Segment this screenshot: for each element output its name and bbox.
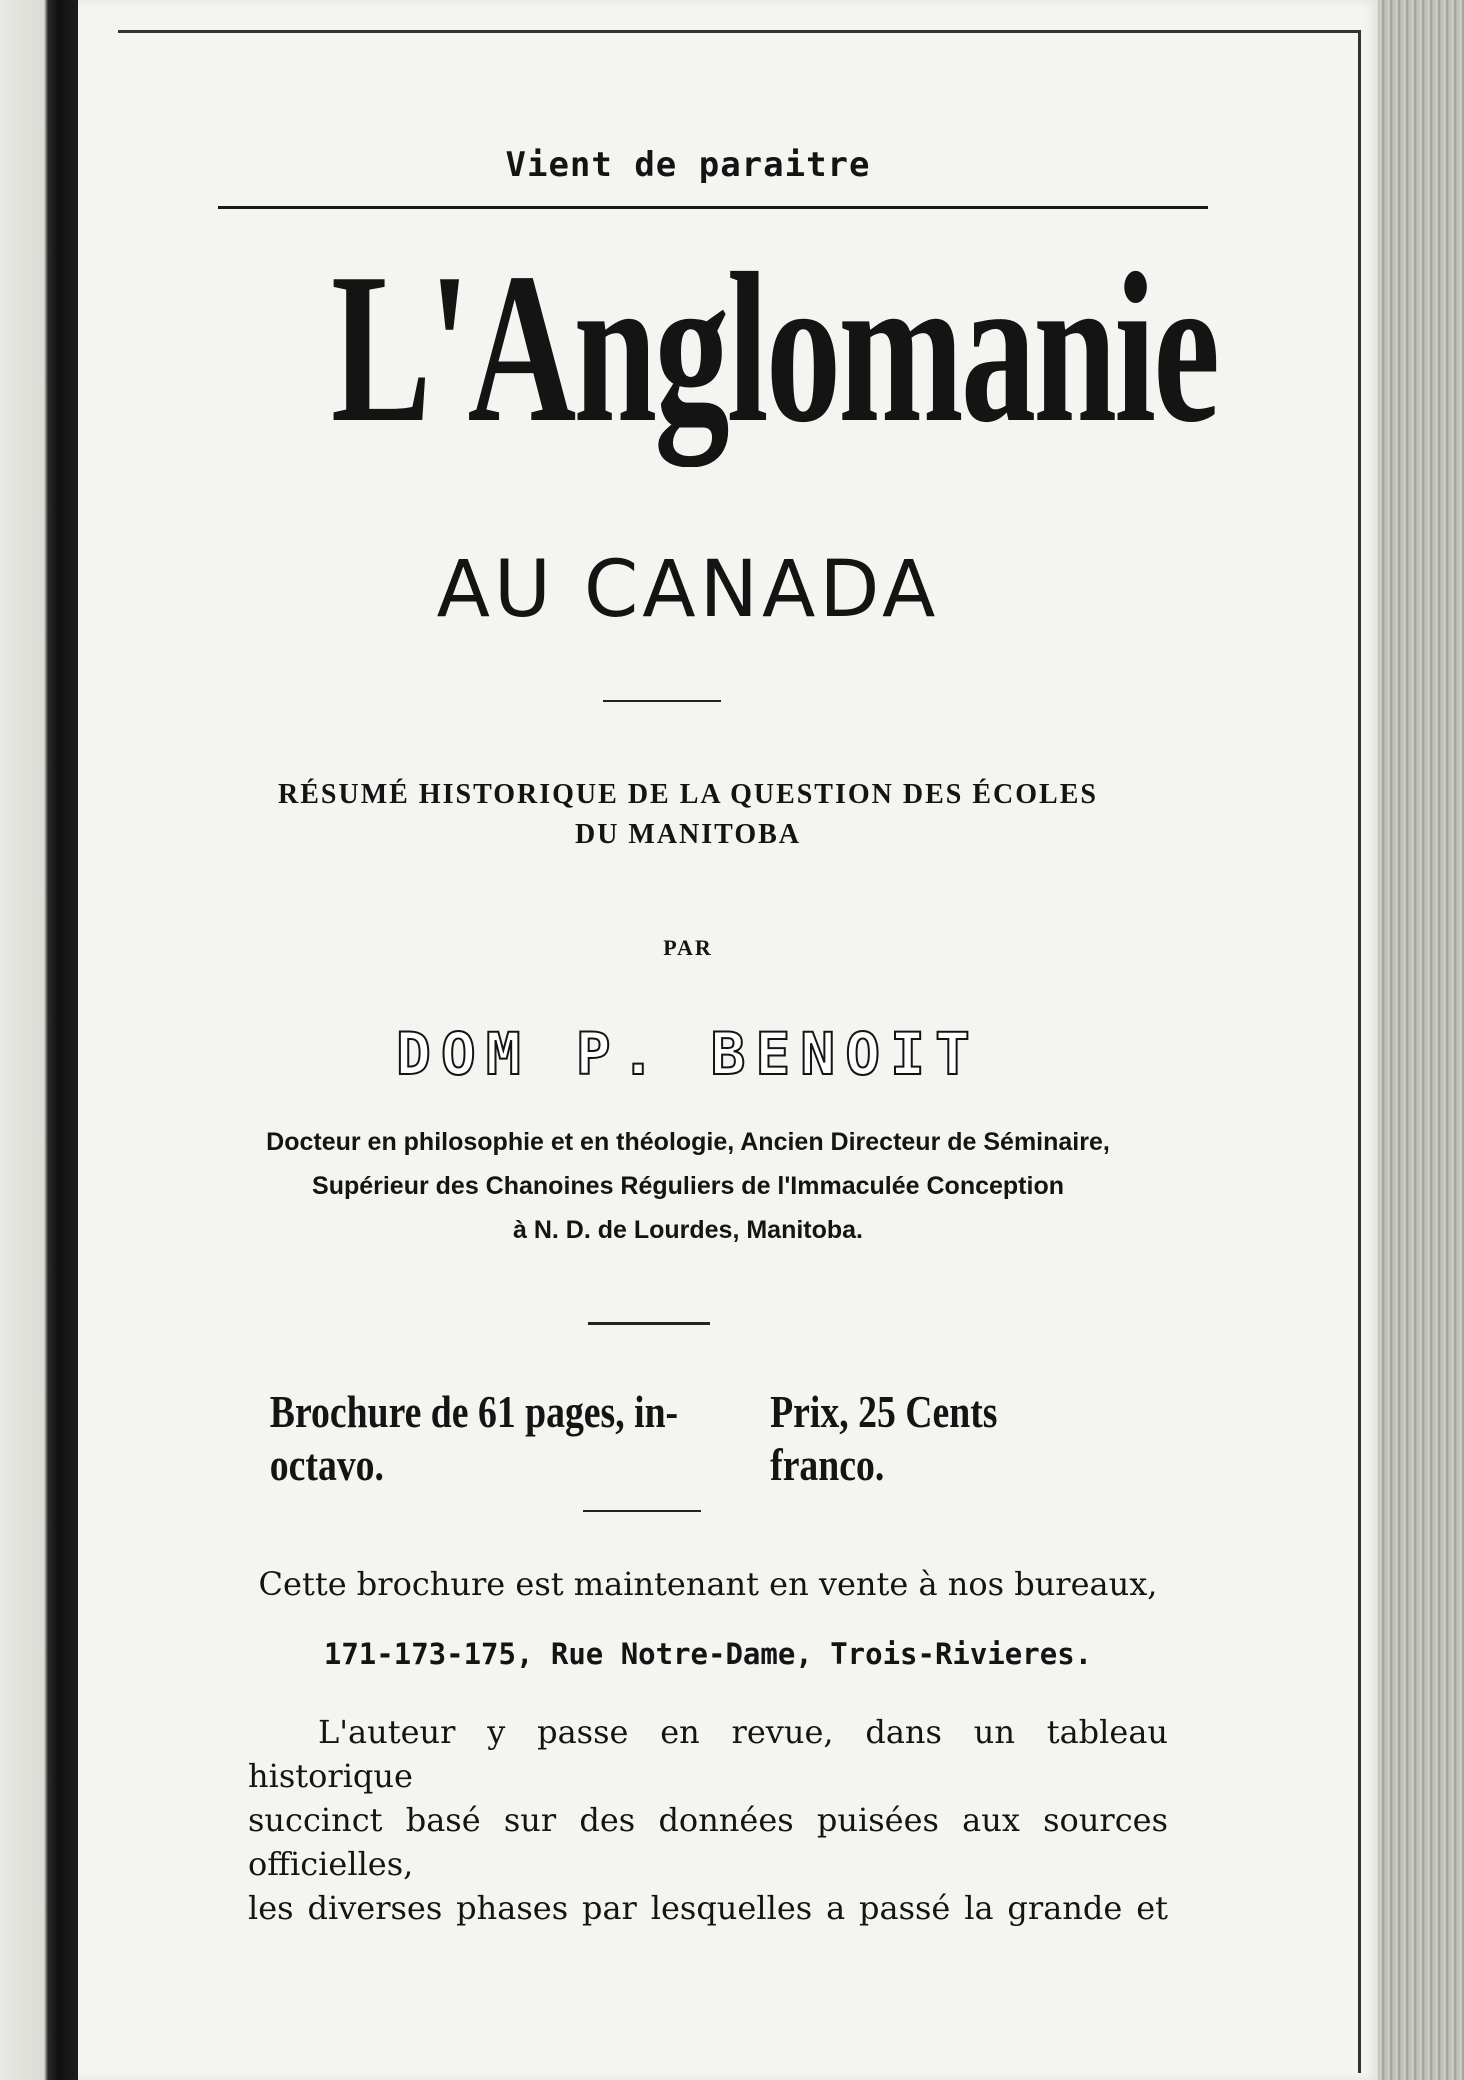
- by-label: PAR: [663, 935, 713, 960]
- header-rule: [218, 206, 1208, 209]
- author-name: DOM P. BENOIT: [396, 1020, 980, 1088]
- brochure-price: Prix, 25 Cents franco.: [770, 1386, 998, 1490]
- credential-line-2: Supérieur des Chanoines Réguliers de l'Immaculée Conception: [312, 1172, 1064, 1200]
- divider-rule-2: [588, 1322, 710, 1325]
- credential-line-3: à N. D. de Lourdes, Manitoba.: [512, 1216, 864, 1244]
- announcement-kicker: Vient de paraitre: [505, 145, 871, 185]
- description-line-1: RÉSUMÉ HISTORIQUE DE LA QUESTION DES ÉCOLES: [278, 779, 1098, 810]
- office-address: 171-173-175, Rue Notre-Dame, Trois-Rivieres.: [323, 1637, 1093, 1671]
- description-line-2: DU MANITOBA: [574, 819, 802, 850]
- divider-rule-3: [583, 1510, 701, 1512]
- book-page-edges: [1378, 0, 1464, 2080]
- sale-notice: Cette brochure est maintenant en vente à nos bureaux,: [258, 1565, 1158, 1603]
- divider-rule-1: [603, 700, 721, 702]
- pricing-row: [270, 1385, 1106, 1491]
- description-paragraph: [248, 1710, 1168, 1930]
- paragraph-line-3: les diverses phases par lesquelles a passé la grande et: [248, 1889, 1168, 1927]
- left-page-binding: [0, 0, 78, 2080]
- book-subtitle: AU CANADA: [436, 545, 940, 635]
- author-credentials: [178, 1120, 1198, 1252]
- book-description: [178, 775, 1198, 855]
- credential-line-1: Docteur en philosophie et en théologie, Ancien Directeur de Séminaire,: [266, 1128, 1110, 1156]
- brochure-format: Brochure de 61 pages, in-octavo.: [269, 1386, 679, 1490]
- paragraph-line-1: L'auteur y passe en revue, dans un tableau historique: [248, 1713, 1168, 1795]
- paragraph-line-2: succinct basé sur des données puisées aux sources officielles,: [248, 1801, 1168, 1883]
- book-title: L'Anglomanie: [331, 228, 1218, 467]
- document-page: [78, 0, 1378, 2080]
